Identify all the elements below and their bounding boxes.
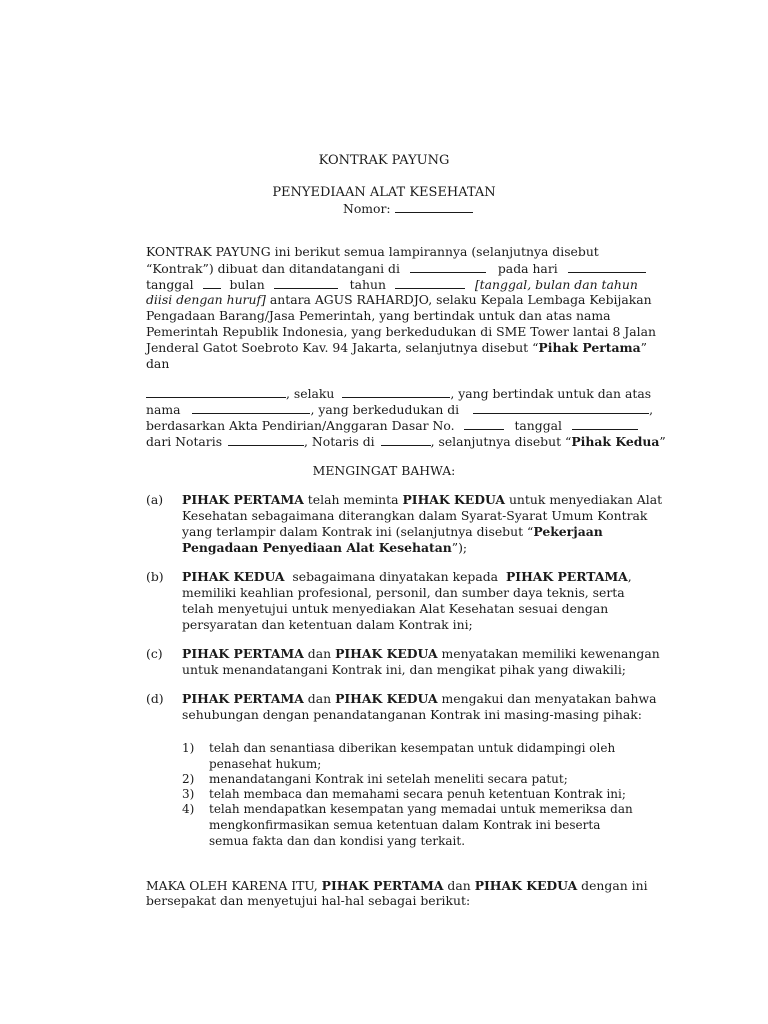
- subitem-3-number: 3): [182, 787, 195, 801]
- subitem-4-number: 4): [182, 802, 195, 816]
- subitem-text: telah membaca dan memahami secara penuh ketentuan Kontrak ini;: [209, 787, 626, 801]
- item-d: [182, 691, 658, 723]
- item-text: sehubungan dengan penandatanganan Kontrak ini masing-masing pihak:: [182, 707, 642, 722]
- item-text: yang terlampir dalam Kontrak ini (selanjutnya disebut “: [182, 524, 534, 539]
- opening-text: Jenderal Gatot Soebroto Kav. 94 Jakarta, selanjutnya disebut “: [146, 340, 539, 355]
- pihak-pertama-term: PIHAK PERTAMA: [182, 646, 304, 661]
- pihak-pertama-term: PIHAK PERTAMA: [182, 492, 304, 507]
- closing-line-2: bersepakat dan menyetujui hal-hal sebagai berikut:: [146, 893, 471, 908]
- pihak-kedua-term: PIHAK KEDUA: [402, 492, 505, 507]
- pihak-kedua-term: PIHAK KEDUA: [182, 569, 285, 584]
- opening-italic-text: [tanggal, bulan dan tahun: [474, 277, 638, 292]
- item-text: dan: [307, 646, 332, 661]
- second-text: tanggal: [514, 418, 562, 433]
- second-text: berdasarkan Akta Pendirian/Anggaran Dasar No.: [146, 418, 455, 433]
- second-text: ”: [659, 434, 666, 449]
- opening-italic-text: diisi dengan huruf]: [146, 292, 266, 307]
- second-text: , yang bertindak untuk dan atas: [450, 386, 652, 401]
- city-blank: [410, 260, 486, 273]
- pihak-pertama-term: Pihak Pertama: [538, 340, 641, 355]
- mengingat-heading: MENGINGAT BAHWA:: [312, 463, 456, 478]
- second-line-4: [146, 433, 666, 450]
- pekerjaan-term: Pekerjaan: [533, 524, 603, 539]
- subitem-text: telah dan senantiasa diberikan kesempatan untuk didampingi oleh: [209, 741, 616, 755]
- address-blank: [473, 401, 649, 414]
- second-name-blank: [146, 385, 286, 398]
- pihak-pertama-term: PIHAK PERTAMA: [505, 569, 628, 584]
- represent-blank: [192, 401, 310, 414]
- subitem-text: mengkonfirmasikan semua ketentuan dalam Kontrak ini beserta: [209, 818, 601, 832]
- item-text: untuk menyediakan Alat: [508, 492, 663, 507]
- opening-line-6: Pemerintah Republik Indonesia, yang berkedudukan di SME Tower lantai 8 Jalan: [146, 324, 656, 339]
- subitem-text: telah mendapatkan kesempatan yang memadai untuk memeriksa dan: [209, 802, 633, 816]
- opening-text: tanggal: [146, 277, 194, 292]
- item-a-label: (a): [146, 492, 164, 507]
- subitem-1: [209, 740, 658, 772]
- nomor-blank: [395, 200, 473, 213]
- second-text: dari Notaris: [146, 434, 223, 449]
- pihak-kedua-term: PIHAK KEDUA: [474, 878, 578, 893]
- opening-text: ”: [640, 340, 648, 355]
- closing-text: MAKA OLEH KARENA ITU,: [146, 878, 318, 893]
- subitem-text: penasehat hukum;: [209, 757, 322, 771]
- opening-line-1: [146, 244, 658, 260]
- item-text: persyaratan dan ketentuan dalam Kontrak ini;: [182, 617, 473, 632]
- item-text: memiliki keahlian profesional, personil, dan sumber daya teknis, serta: [182, 585, 625, 600]
- date-blank: [203, 276, 221, 289]
- month-blank: [274, 276, 338, 289]
- item-b-label: (b): [146, 569, 164, 584]
- second-line-3: [146, 417, 658, 434]
- opening-text: antara AGUS RAHARDJO, selaku Kepala Lembaga Kebijakan: [269, 292, 652, 307]
- item-a: [182, 492, 663, 556]
- item-text: menyatakan memiliki kewenangan: [441, 646, 660, 661]
- pekerjaan-term: Pengadaan Penyediaan Alat Kesehatan: [182, 540, 452, 555]
- item-text: mengakui dan menyatakan bahwa: [441, 691, 657, 706]
- opening-line-8: dan: [146, 356, 170, 371]
- document-title: KONTRAK PAYUNG: [318, 153, 450, 168]
- subitem-3: [209, 786, 658, 802]
- second-text: , selaku: [286, 386, 335, 401]
- subitem-text: menandatangani Kontrak ini setelah meneliti secara patut;: [209, 772, 568, 786]
- opening-line-7: [146, 340, 658, 356]
- year-blank: [395, 276, 465, 289]
- subitem-text: semua fakta dan dan kondisi yang terkait.: [209, 834, 466, 848]
- item-text: untuk menandatangani Kontrak ini, dan mengikat pihak yang diwakili;: [182, 662, 626, 677]
- nomor-line: [343, 200, 473, 217]
- second-text: ,: [649, 402, 654, 417]
- notary-city-blank: [381, 433, 431, 446]
- second-text: , Notaris di: [304, 434, 375, 449]
- item-text: sebagaimana dinyatakan kepada: [292, 569, 499, 584]
- closing-text: dan: [447, 878, 471, 893]
- subitem-2: [209, 771, 658, 787]
- item-b: [182, 569, 658, 633]
- second-line-2: [146, 401, 658, 418]
- closing-text: dengan ini: [581, 878, 648, 893]
- second-text: , selanjutnya disebut “: [430, 434, 572, 449]
- opening-text: “Kontrak”) dibuat dan ditandatangani di: [146, 261, 400, 276]
- item-text: dan: [307, 691, 332, 706]
- item-text: telah menyetujui untuk menyediakan Alat Kesehatan sesuai dengan: [182, 601, 609, 616]
- second-text: , yang berkedudukan di: [310, 402, 460, 417]
- subitem-2-number: 2): [182, 772, 195, 786]
- opening-text: tahun: [349, 277, 386, 292]
- item-text: Kesehatan sebagaimana diterangkan dalam Syarat-Syarat Umum Kontrak: [182, 508, 648, 523]
- pihak-pertama-term: PIHAK PERTAMA: [321, 878, 444, 893]
- item-c-label: (c): [146, 646, 163, 661]
- item-text: ”);: [451, 540, 468, 555]
- pihak-kedua-term: PIHAK KEDUA: [335, 691, 438, 706]
- pihak-kedua-term: PIHAK KEDUA: [335, 646, 438, 661]
- pihak-kedua-term: Pihak Kedua: [571, 434, 660, 449]
- day-blank: [568, 260, 646, 273]
- opening-line-2: [146, 260, 658, 277]
- second-line-1: [146, 385, 658, 402]
- notary-blank: [228, 433, 304, 446]
- position-blank: [342, 385, 450, 398]
- second-text: nama: [146, 402, 181, 417]
- opening-line-4: [146, 292, 658, 308]
- item-c: [182, 646, 658, 678]
- opening-text: KONTRAK PAYUNG ini berikut semua lampirannya (selanjutnya disebut: [146, 244, 599, 259]
- opening-text: pada hari: [497, 261, 558, 276]
- item-text: ,: [627, 569, 632, 584]
- akta-date-blank: [572, 417, 638, 430]
- item-d-label: (d): [146, 691, 164, 706]
- opening-line-5: Pengadaan Barang/Jasa Pemerintah, yang bertindak untuk dan atas nama: [146, 308, 611, 323]
- document-subtitle: PENYEDIAAN ALAT KESEHATAN: [272, 185, 496, 200]
- closing-line-1: [146, 878, 658, 894]
- opening-line-3: [146, 276, 658, 293]
- akta-number-blank: [464, 417, 504, 430]
- pihak-pertama-term: PIHAK PERTAMA: [182, 691, 304, 706]
- opening-text: bulan: [229, 277, 265, 292]
- subitem-1-number: 1): [182, 741, 195, 755]
- nomor-label: Nomor:: [343, 201, 391, 216]
- subitem-4: [209, 801, 658, 849]
- item-text: telah meminta: [307, 492, 399, 507]
